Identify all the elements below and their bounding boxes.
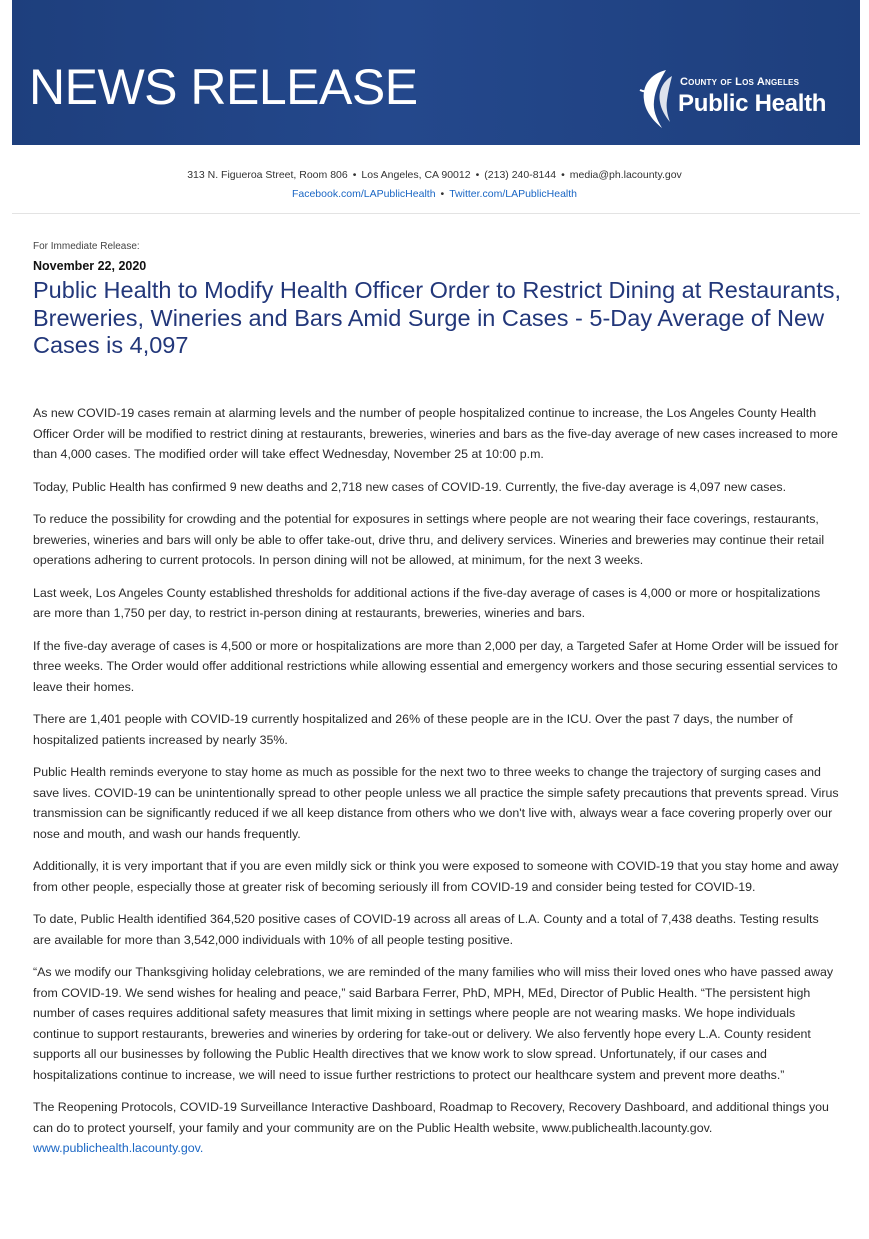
- paragraph: To reduce the possibility for crowding and the potential for exposures in settings where people are not wearing their face coverings, restaurants, breweries, wineries and bars will only be able to offer take-out, drive thru, and delivery services. Wineries and breweries may continue their retail operations adhering to current protocols. In person dining will not be allowed, at minimum, for the next 3 weeks.: [33, 512, 825, 567]
- paragraph: There are 1,401 people with COVID-19 currently hospitalized and 26% of these people are in the ICU. Over the past 7 days, the number of hospitalized patients increased by nearly 35%.: [33, 712, 793, 747]
- paragraph: As new COVID-19 cases remain at alarming levels and the number of people hospitalized continue to increase, the Los Angeles County Health Officer Order will be modified to restrict dining at restaurants, breweries, wineries and bars as the five-day average of new cases increased to more than 4,000 cases. The modified order will take effect Wednesday, November 25 at 10:00 p.m.: [33, 406, 838, 461]
- release-label: For Immediate Release:: [33, 241, 140, 252]
- phone-number: (213) 240-8144: [484, 169, 557, 181]
- city-address: Los Angeles, CA 90012: [361, 169, 471, 181]
- paragraph: To date, Public Health identified 364,520 positive cases of COVID-19 across all areas of L.A. County and a total of 7,438 deaths. Testing results are available for more than 3,542,000 individuals with 10% of all people testing positive.: [33, 912, 819, 947]
- news-release-banner: [12, 0, 860, 145]
- facebook-link[interactable]: Facebook.com/LAPublicHealth: [291, 188, 436, 200]
- page-title: Public Health to Modify Health Officer Order to Restrict Dining at Restaurants, Breweries, Wineries and Bars Amid Surge in Cases - 5-Day Average of New Cases is 4,097: [33, 277, 842, 358]
- contact-info: [0, 166, 869, 204]
- closing-paragraph: [33, 1097, 839, 1159]
- header-divider: [12, 213, 860, 214]
- county-seal-icon: [636, 68, 676, 130]
- twitter-link[interactable]: Twitter.com/LAPublicHealth: [449, 188, 578, 200]
- street-address: 313 N. Figueroa Street, Room 806: [187, 169, 348, 181]
- contact-address-line: 313 N. Figueroa Street, Room 806 • Los Angeles, CA 90012 • (213) 240-8144 • media@ph.lacounty.gov: [187, 169, 682, 181]
- media-email[interactable]: media@ph.lacounty.gov: [569, 169, 682, 181]
- paragraph: Additionally, it is very important that if you are even mildly sick or think you were exposed to someone with COVID-19 that you stay home and away from other people, especially those at greater risk of becoming seriously ill from COVID-19 and consider being tested for COVID-19.: [33, 859, 839, 894]
- paragraph: If the five-day average of cases is 4,500 or more or hospitalizations are more than 2,000 per day, a Targeted Safer at Home Order will be issued for three weeks. The Order would offer additional restrictions while allowing essential and emergency workers and those securing essential services to leave their homes.: [33, 638, 839, 694]
- release-date: November 22, 2020: [33, 259, 147, 273]
- paragraph: Last week, Los Angeles County established thresholds for additional actions if the five-day average of cases is 4,000 or more or hospitalizations are more than 1,750 per day, to restrict in-person dining at restaurants, breweries, wineries and bars.: [33, 585, 821, 620]
- paragraph: Public Health reminds everyone to stay home as much as possible for the next two to three weeks to change the trajectory of surging cases and save lives. COVID-19 can be unintentionally spread to other people unless we all practice the simple safety precautions that prevents spread. Virus transmission can be significantly reduced if we all keep distance from others who we don't live with, always wear a face covering properly over our nose and mouth, and wash our hands frequently.: [33, 765, 839, 841]
- logo-public-health-text: Public Health: [678, 90, 827, 117]
- website-link[interactable]: www.publichealth.lacounty.gov.: [33, 1141, 204, 1155]
- public-health-logo: [636, 68, 851, 130]
- quote-paragraph: “As we modify our Thanksgiving holiday celebrations, we are reminded of the many families who will miss their loved ones who have passed away from COVID-19. We send wishes for healing and peace,” said Barbara Ferrer, PhD, MPH, MEd, Director of Public Health. “The persistent high number of cases requires additional safety measures that limit mixing in settings where people are not wearing masks. We hope individuals continue to support restaurants, breweries and wineries by ordering for take-out or delivery. We also fervently hope every L.A. County resident supports all our businesses by following the Public Health directives that we know work to slow spread. Unfortunately, if our cases and hospitalizations continue to increase, we will need to issue further restrictions to protect our healthcare system and prevent more deaths.”: [33, 965, 834, 1082]
- logo-county-text: County of Los Angeles: [680, 76, 800, 88]
- contact-social-line: Facebook.com/LAPublicHealth • Twitter.com/LAPublicHealth: [291, 188, 578, 200]
- article-body: [33, 403, 839, 1171]
- banner-title: NEWS RELEASE: [29, 59, 418, 115]
- closing-text: The Reopening Protocols, COVID-19 Surveillance Interactive Dashboard, Roadmap to Recovery, Recovery Dashboard, and additional things you can do to protect yourself, your family and your community are on the Public Health website, www.publichealth.lacounty.gov.: [33, 1100, 829, 1135]
- paragraph: Today, Public Health has confirmed 9 new deaths and 2,718 new cases of COVID-19. Currently, the five-day average is 4,097 new cases.: [33, 479, 787, 494]
